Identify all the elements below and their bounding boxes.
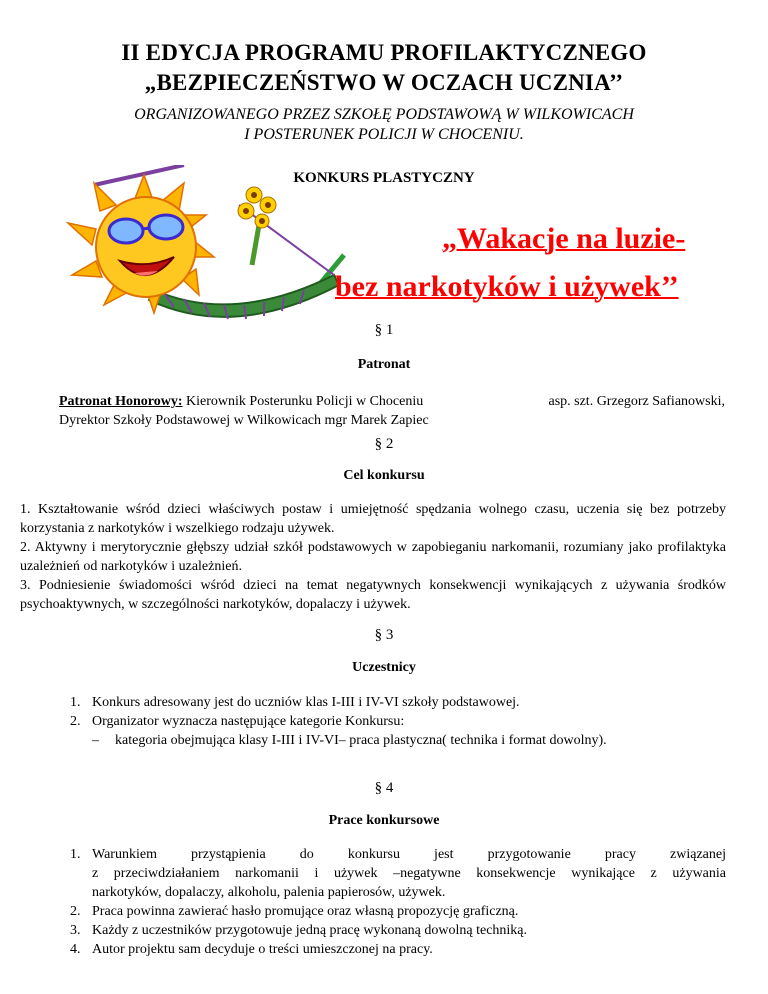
list-item-number: 4. (70, 942, 81, 957)
patron-1: Kierownik Posterunku Policji w Choceniu (182, 394, 424, 409)
list-item (70, 940, 726, 959)
list-item-text-line: narkotyków, dopalaczy, alkoholu, palenia papierosów, używek. (92, 885, 446, 900)
list-item-text-line: Warunkiem przystąpienia do konkursu jest przygotowanie pracy związanej (92, 847, 726, 862)
section-4-heading: Prace konkursowe (328, 813, 440, 828)
list-item (70, 902, 726, 921)
sun-in-hammock-illustration (34, 165, 404, 330)
section-3-heading: Uczestnicy (352, 660, 416, 675)
section-4-sign: § 4 (374, 780, 394, 796)
section-2-heading: Cel konkursu (343, 468, 425, 483)
section-1-sign: § 1 (374, 322, 394, 338)
list-item-number: 1. (70, 847, 81, 862)
list-item-text: Praca powinna zawierać hasło promujące oraz własną propozycję graficzną. (92, 904, 519, 919)
patron-1-name: asp. szt. Grzegorz Safianowski, (548, 394, 725, 409)
list-item-text: Organizator wyznacza następujące kategorie Konkursu: (92, 714, 405, 729)
section-3-sign: § 3 (374, 627, 394, 643)
honorary-patronage-label: Patronat Honorowy: (59, 394, 183, 409)
list-item-number: 2. (70, 904, 81, 919)
entries-rules-list (70, 845, 726, 959)
category-item (70, 731, 710, 750)
list-item-text: Autor projektu sam decyduje o treści umieszczonej na pracy. (92, 942, 433, 957)
sun-face (96, 197, 196, 297)
list-item-number: 2. (70, 714, 81, 729)
dash-bullet: – (92, 733, 99, 748)
goal-item: 1. Kształtowanie wśród dzieci właściwych postaw i umiejętność spędzania wolnego czasu, uczenia się bez potrzeby korzystania z narkotyków i wszelkiego rodzaju używek. (20, 502, 726, 536)
subtitle-line-1: ORGANIZOWANEGO PRZEZ SZKOŁĘ PODSTAWOWĄ W WILKOWICACH (134, 106, 634, 123)
goal-item: 2. Aktywny i merytorycznie głębszy udział szkół podstawowych w zapobieganiu narkomanii, rozumiany jako profilaktyka uzależnień od narkotyków i uzależnień. (20, 540, 726, 574)
hammock-pole-left (94, 165, 184, 185)
participants-list (70, 693, 710, 750)
category-text: kategoria obejmująca klasy I-III i IV-VI– praca plastyczna( technika i format dowolny). (115, 733, 607, 748)
contest-type: KONKURS PLASTYCZNY (293, 170, 475, 186)
flower-bouquet (238, 187, 276, 265)
section-2-sign: § 2 (374, 436, 394, 452)
contest-slogan-line-2: bez narkotyków i używek’’ (335, 270, 679, 303)
list-item-text: Każdy z uczestników przygotowuje jedną pracę wykonaną dowolną techniką. (92, 923, 528, 938)
list-item-text-line: z przeciwdziałaniem narkomanii i używek –negatywne konsekwencje wynikające z używania (92, 866, 726, 881)
contest-goals-list (20, 500, 726, 614)
list-item (70, 693, 710, 712)
subtitle-line-2: I POSTERUNEK POLICJI W CHOCENIU. (244, 126, 524, 143)
list-item (70, 921, 726, 940)
title-line-2: „BEZPIECZEŃSTWO W OCZACH UCZNIA’’ (144, 70, 624, 95)
contest-slogan-line-1: „Wakacje na luzie- (442, 222, 686, 255)
list-item (70, 845, 726, 902)
patronage-text (59, 392, 725, 430)
list-item-text: Konkurs adresowany jest do uczniów klas I-III i IV-VI szkoły podstawowej. (92, 695, 520, 710)
patron-2: Dyrektor Szkoły Podstawowej w Wilkowicach mgr Marek Zapiec (59, 413, 429, 428)
list-item-number: 1. (70, 695, 81, 710)
list-item-number: 3. (70, 923, 81, 938)
goal-item: 3. Podniesienie świadomości wśród dzieci na temat negatywnych konsekwencji wynikających z używania środków psychoaktywnych, w szczególności narkotyków, dopalaczy i używek. (20, 578, 726, 612)
title-line-1: II EDYCJA PROGRAMU PROFILAKTYCZNEGO (121, 40, 647, 65)
list-item (70, 712, 710, 731)
section-1-heading: Patronat (357, 357, 411, 372)
